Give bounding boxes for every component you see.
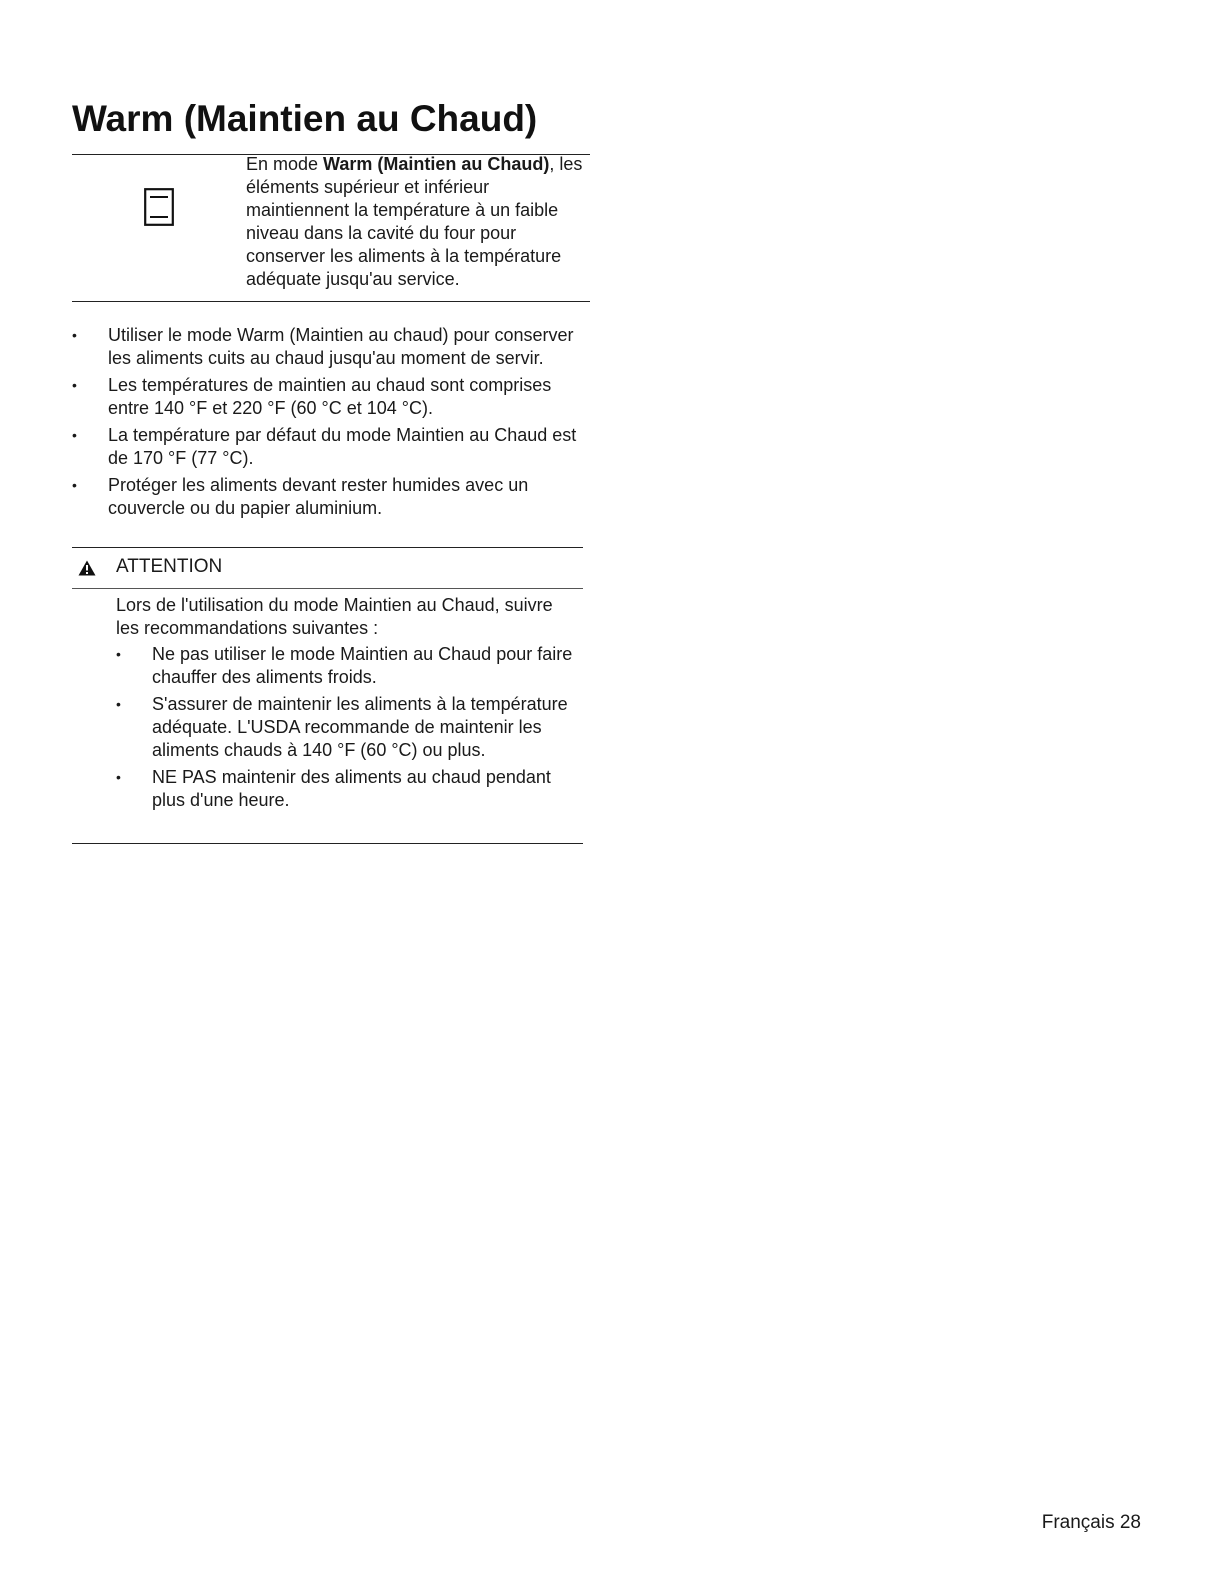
mode-intro-text: En mode xyxy=(246,154,324,174)
bullet-item: • La température par défaut du mode Maintien au Chaud est de 170 °F (77 °C). xyxy=(72,424,584,470)
attention-title: ATTENTION xyxy=(116,556,223,577)
attention-intro: Lors de l'utilisation du mode Maintien au Chaud, suivre les recommandations suivantes : xyxy=(116,595,553,638)
oven-warm-mode-icon xyxy=(144,188,174,226)
attention-item: • Ne pas utiliser le mode Maintien au Chaud pour faire chauffer des aliments froids. xyxy=(116,643,576,689)
mode-description-text: , les éléments supérieur et inférieur maintiennent la température à un faible niveau dans la cavité du four pour conserver les aliments à la température adéquate jusqu'au service. xyxy=(246,154,583,289)
attention-item: • S'assurer de maintenir les aliments à la température adéquate. L'USDA recommande de maintenir les aliments chauds à 140 °F (60 °C) ou plus. xyxy=(116,693,576,762)
mode-description xyxy=(246,153,586,291)
attention-list xyxy=(116,643,576,816)
page-number: Français 28 xyxy=(1041,1512,1141,1533)
mode-description-box xyxy=(72,154,590,302)
attention-item: • NE PAS maintenir des aliments au chaud pendant plus d'une heure. xyxy=(116,766,576,812)
page-title: Warm (Maintien au Chaud) xyxy=(72,98,538,139)
mode-name: Warm (Maintien au Chaud) xyxy=(323,154,550,174)
bullet-item: • Utiliser le mode Warm (Maintien au chaud) pour conserver les aliments cuits au chaud jusqu'au moment de servir. xyxy=(72,324,584,370)
usage-bullet-list xyxy=(72,324,584,524)
attention-header xyxy=(72,547,583,589)
warning-triangle-icon xyxy=(78,560,96,576)
attention-body xyxy=(72,587,583,844)
bullet-item: • Protéger les aliments devant rester humides avec un couvercle ou du papier aluminium. xyxy=(72,474,584,520)
bullet-item: • Les températures de maintien au chaud sont comprises entre 140 °F et 220 °F (60 °C et 104 °C). xyxy=(72,374,584,420)
